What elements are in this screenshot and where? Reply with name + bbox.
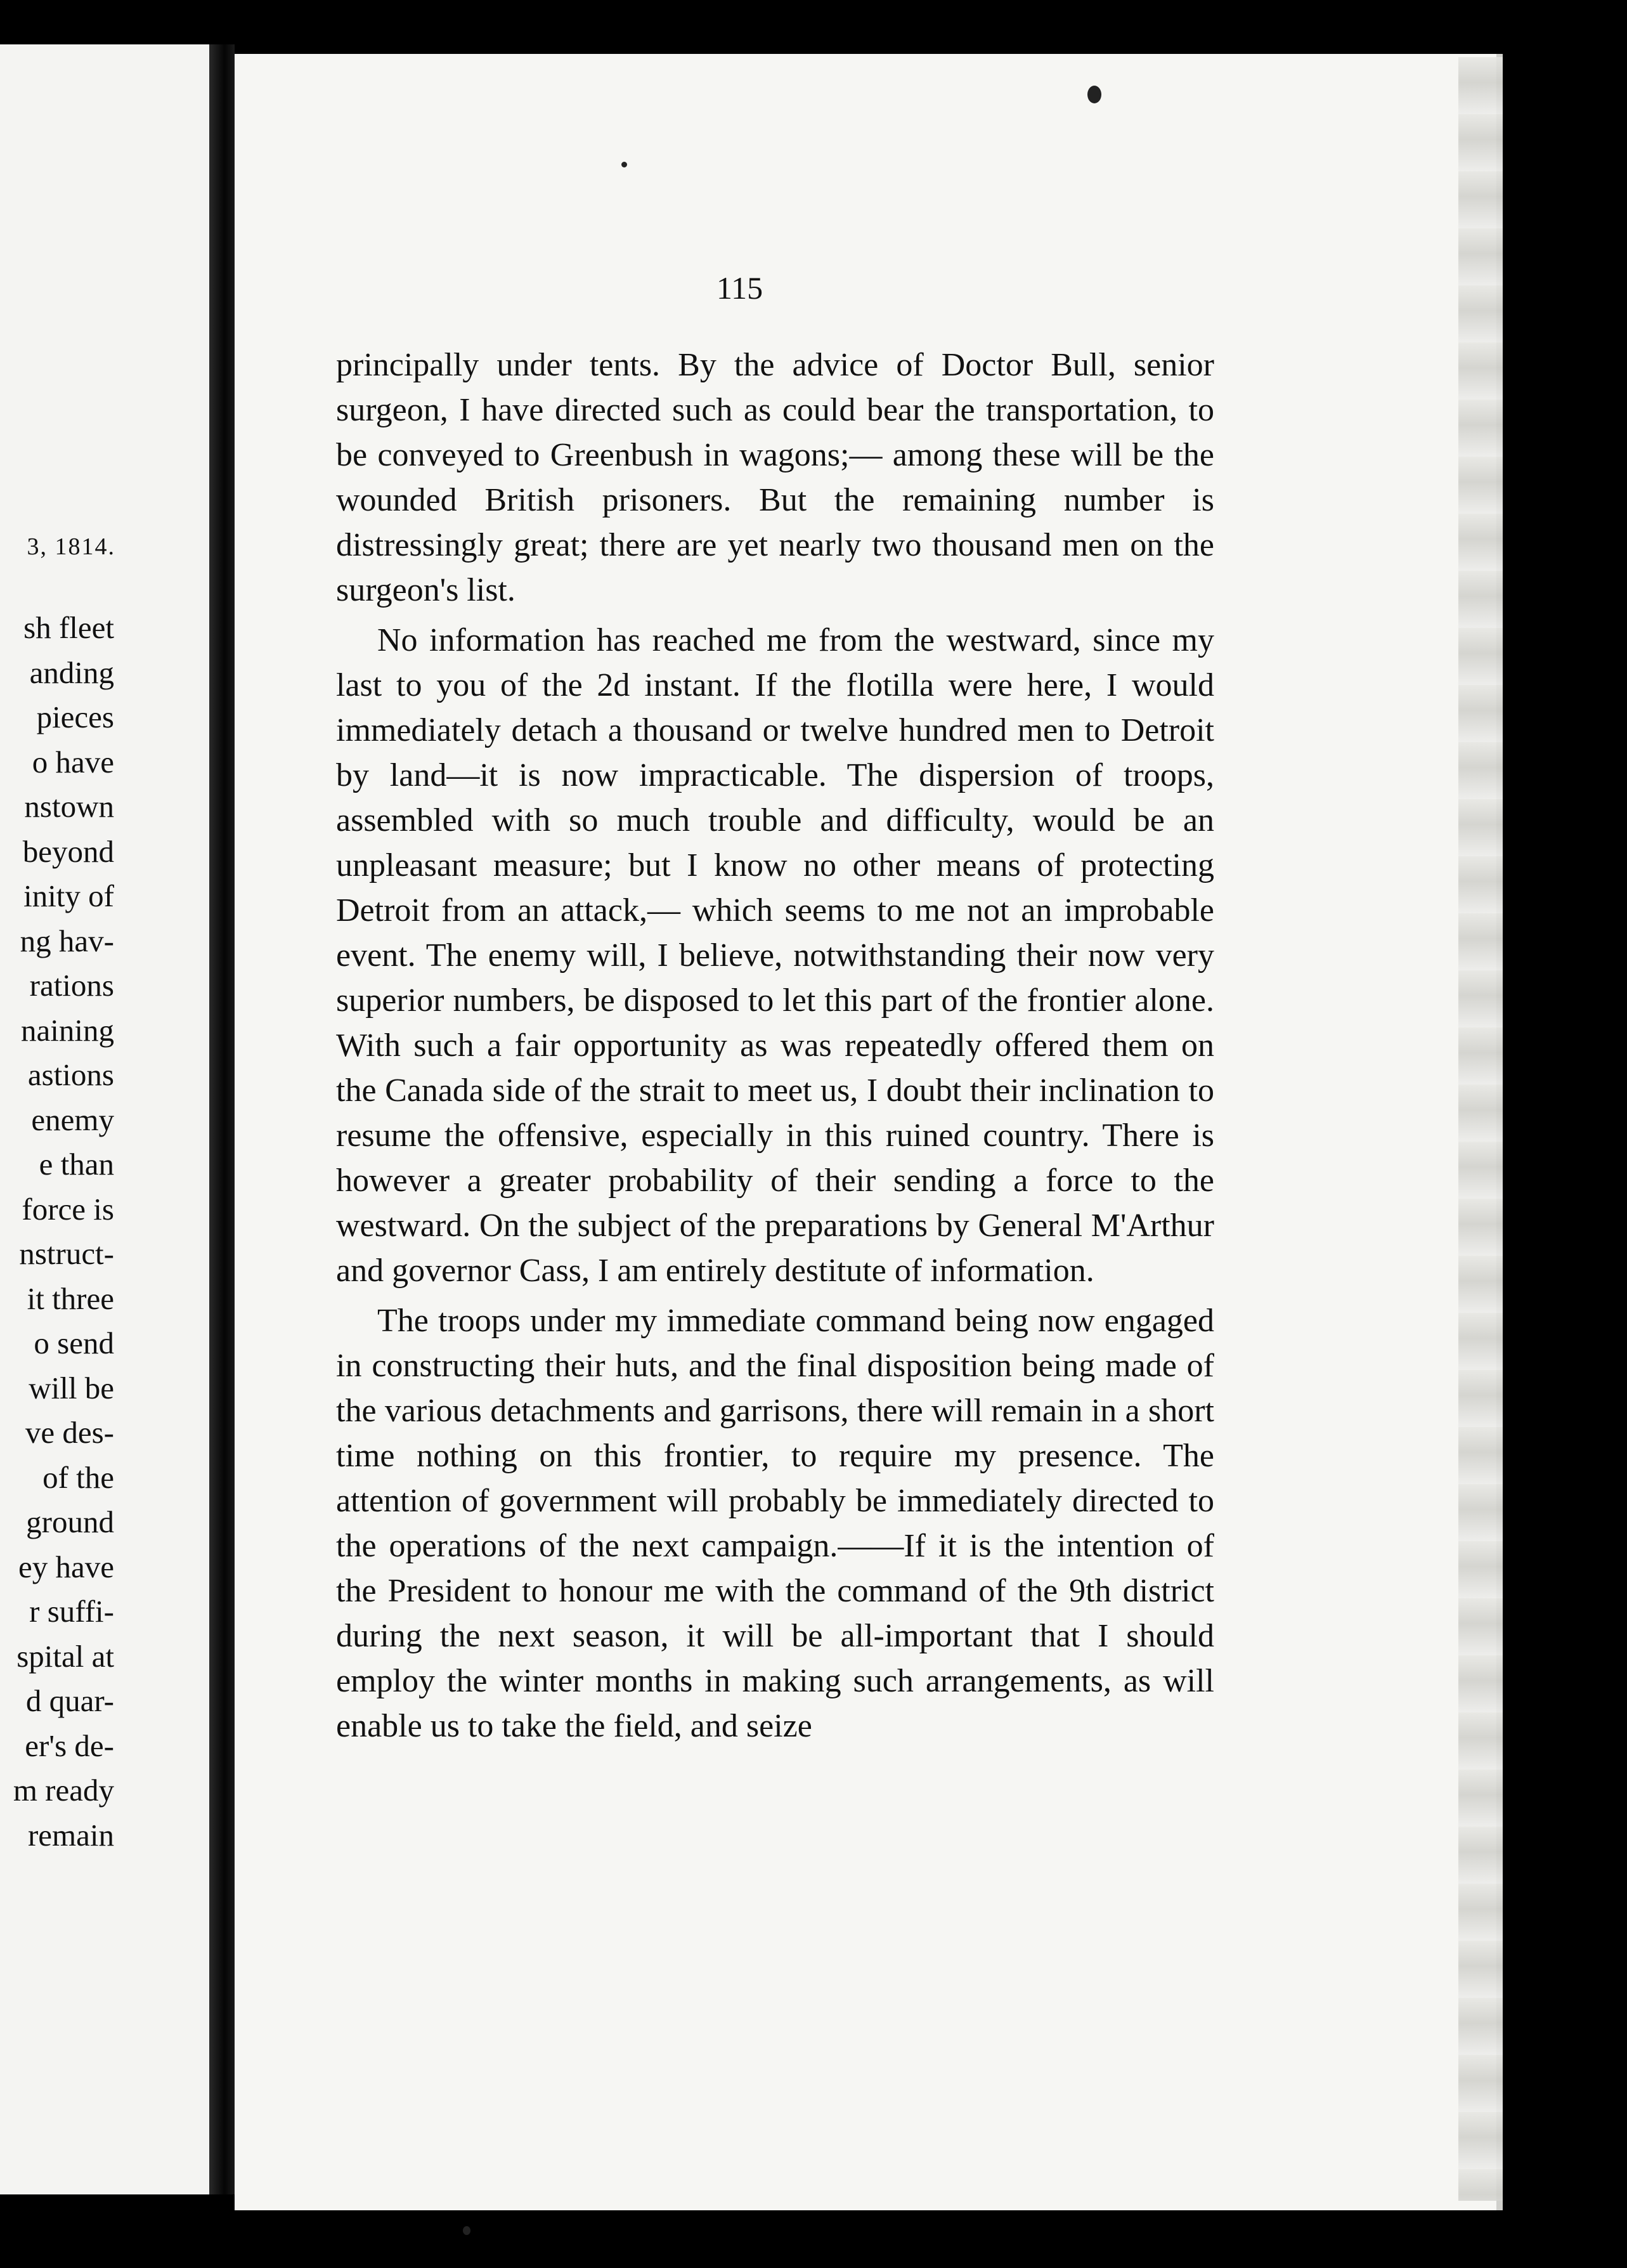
left-page-line: o send (34, 1326, 114, 1360)
left-page-line: anding (29, 655, 114, 690)
left-page-line: will be (29, 1370, 114, 1405)
left-page-line: spital at (16, 1638, 114, 1674)
left-page-line: enemy (31, 1102, 114, 1137)
paragraph-2: No information has reached me from the westward, since my last to you of the 2d instant. If the flotilla were here, I would immediately detach a thousand or twelve hundred men to Detroit by land—it is now impracticable. The dispersion of troops, assembled with so much trouble and difficulty, would be an unpleasant measure; but I know no other means of protecting Detroit from an attack,— which seems to me not an improbable event. The enemy will, I believe, notwithstanding their now very superior numbers, be disposed to let this part of the frontier alone. With such a fair opportunity as was repeatedly offered them on the Canada side of the strait to meet us, I doubt their inclination to resume the offensive, especially in this ruined country. There is however a greater probability of their sending a force to the westward. On the subject of the preparations by General M'Arthur and governor Cass, I am entirely destitute of information. (336, 622, 1214, 1289)
left-page-line: pieces (36, 700, 114, 734)
left-page-line: beyond (22, 833, 114, 869)
page-edge (1458, 57, 1503, 2201)
left-page-fragment (0, 44, 209, 2194)
left-page-line: o have (32, 744, 114, 779)
left-page-line: astions (27, 1057, 114, 1092)
ink-speck (621, 162, 627, 167)
left-page-line: d quar- (25, 1683, 114, 1718)
left-page-line: nstruct- (19, 1236, 114, 1271)
left-page-date-fragment: 3, 1814. (27, 533, 115, 560)
paragraph-1: principally under tents. By the advice of Doctor Bull, senior surgeon, I have directed such as could bear the transportation, to be conveyed to Greenbush in wagons;— among these will be the wounded British prisoners. But the remaining number is distressingly great; there are yet nearly two thousand men on the surgeon's list. (336, 347, 1214, 608)
ink-speck (1087, 86, 1101, 103)
left-page-line: it three (27, 1281, 114, 1316)
left-page-line: m ready (13, 1773, 114, 1808)
left-page-line: ve des- (25, 1415, 114, 1450)
left-page-line: ground (26, 1504, 114, 1539)
left-page-line: inity of (23, 878, 114, 913)
left-page-line: naining (21, 1012, 114, 1048)
body-text (336, 342, 1214, 1749)
ink-speck (463, 2226, 470, 2235)
page-number: 115 (716, 270, 763, 306)
left-page-line: of the (42, 1459, 114, 1495)
left-page-line: ey have (18, 1549, 114, 1584)
left-page-line: remain (27, 1817, 114, 1853)
left-page-line: rations (29, 968, 114, 1003)
left-page-line: sh fleet (23, 610, 114, 645)
left-page-line: er's de- (25, 1728, 114, 1763)
left-page-line: r suffi- (29, 1594, 114, 1629)
left-page-line: force is (22, 1191, 114, 1227)
left-page-line: ng hav- (20, 923, 114, 958)
left-page-line: nstown (24, 789, 114, 824)
left-page-line: e than (39, 1147, 114, 1182)
book-gutter (209, 44, 235, 2194)
paragraph-3: The troops under my immediate command being now engaged in constructing their huts, and the final disposition being made of the various detachments and garrisons, there will remain in a short time nothing on this frontier, to require my presence. The attention of government will probably be immediately directed to the operations of the next campaign.——If it is the intention of the President to honour me with the command of the 9th district during the next season, it will be all-important that I should employ the winter months in making such arrangements, as will enable us to take the field, and seize (336, 1303, 1214, 1744)
